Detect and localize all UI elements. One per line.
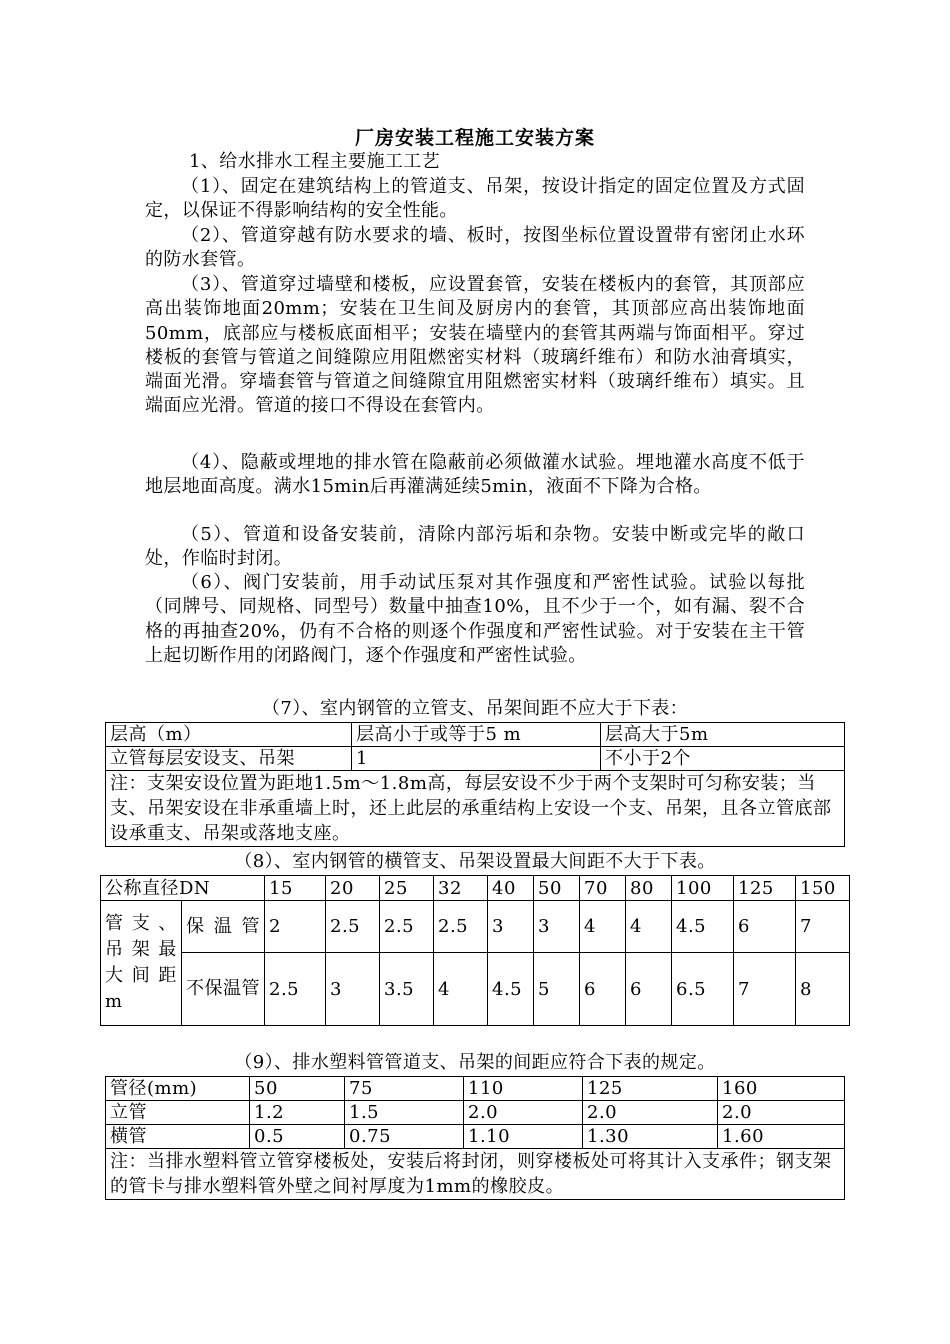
- table2-header-label: 公称直径DN: [101, 876, 265, 901]
- table3-row-label: 立管: [106, 1101, 250, 1125]
- section-heading: 1、给水排水工程主要施工工艺: [189, 151, 441, 172]
- diameter-cell: 32: [434, 876, 488, 901]
- table2-cell: 4: [434, 953, 488, 1026]
- table2-cell: 5: [534, 953, 580, 1026]
- table3-note: 注：当排水塑料管立管穿楼板处，安装后将封闭，则穿楼板处可将其计入支承件；钢支架的管卡与排水塑料管外壁之间衬厚度为1mm的橡胶皮。: [106, 1149, 845, 1200]
- table1-cell: 立管每层安设支、吊架: [106, 747, 352, 771]
- table2-cell: 4: [580, 901, 626, 953]
- table2-cell: 6: [734, 901, 796, 953]
- table2-row-label: 不保温管: [181, 953, 264, 1026]
- table2-cell: 2.5: [380, 901, 434, 953]
- table2-cell: 3: [488, 901, 534, 953]
- table3-cell: 1.60: [718, 1125, 845, 1149]
- table1-cell: 1: [352, 747, 601, 771]
- table2-caption: （8）、室内钢管的横管支、吊架设置最大间距不大于下表。: [234, 851, 716, 872]
- diameter-cell: 110: [464, 1077, 583, 1101]
- table2-row-uninsulated: [101, 953, 850, 1026]
- table2-cell: 6: [626, 953, 672, 1026]
- paragraph-5: （5）、管道和设备安装前，清除内部污垢和杂物。安装中断或完毕的敞口处，作临时封闭。: [145, 524, 805, 570]
- paragraph-3: （3）、管道穿过墙壁和楼板，应设置套管，安装在楼板内的套管，其顶部应高出装饰地面20mm；安装在卫生间及厨房内的套管，其顶部应高出装饰地面50mm，底部应与楼板底面相平；安装在墙壁内的套管其两端与饰面相平。穿过楼板的套管与管道之间缝隙应用阻燃密实材料（玻璃纤维布）和防水油膏填实，端面光滑。穿墙套管与管道之间缝隙宜用阻燃密实材料（玻璃纤维布）填实。且端面应光滑。管道的接口不得设在套管内。: [145, 274, 805, 417]
- table2-cell: 6: [580, 953, 626, 1026]
- table2-row-insulated: [101, 901, 850, 953]
- paragraph-4: （4）、隐蔽或埋地的排水管在隐蔽前必须做灌水试验。埋地灌水高度不低于地层地面高度。满水15min后再灌满延续5min，液面不下降为合格。: [145, 452, 805, 498]
- paragraph-6: （6）、阀门安装前，用手动试压泵对其作强度和严密性试验。试验以每批（同牌号、同规格、同型号）数量中抽查10%，且不少于一个，如有漏、裂不合格的再抽查20%，仍有不合格的则逐个作强度和严密性试验。对于安装在主干管上起切断作用的闭路阀门，逐个作强度和严密性试验。: [145, 572, 805, 666]
- table1-cell: 不小于2个: [601, 747, 845, 771]
- table2-cell: 7: [796, 901, 850, 953]
- diameter-cell: 25: [380, 876, 434, 901]
- table3-header-row: [106, 1077, 845, 1101]
- diameter-cell: 50: [250, 1077, 345, 1101]
- diameter-cell: 75: [345, 1077, 464, 1101]
- diameter-cell: 70: [580, 876, 626, 901]
- table2-cell: 4.5: [488, 953, 534, 1026]
- table2-cell: 2: [265, 901, 326, 953]
- table2-cell: 8: [796, 953, 850, 1026]
- diameter-cell: 125: [734, 876, 796, 901]
- horizontal-pipe-support-table: [100, 875, 850, 1026]
- diameter-cell: 15: [265, 876, 326, 901]
- table1-caption: （7）、室内钢管的立管支、吊架间距不应大于下表：: [261, 698, 689, 719]
- diameter-cell: 150: [796, 876, 850, 901]
- table2-cell: 6.5: [672, 953, 734, 1026]
- paragraph-2: （2）、管道穿越有防水要求的墙、板时，按图坐标位置设置带有密闭止水环的防水套管。: [145, 225, 805, 271]
- table3-cell: 2.0: [718, 1101, 845, 1125]
- table3-row-horizontal: [106, 1125, 845, 1149]
- diameter-cell: 40: [488, 876, 534, 901]
- table2-group-label: 管支、吊架最大间距m: [101, 901, 182, 1026]
- table3-cell: 2.0: [583, 1101, 718, 1125]
- table3-cell: 0.5: [250, 1125, 345, 1149]
- table3-header-label: 管径(mm): [106, 1077, 250, 1101]
- table3-caption: （9）、排水塑料管管道支、吊架的间距应符合下表的规定。: [234, 1052, 716, 1073]
- diameter-cell: 125: [583, 1077, 718, 1101]
- vertical-pipe-support-table: [105, 722, 845, 847]
- table2-cell: 3.5: [380, 953, 434, 1026]
- table2-cell: 2.5: [265, 953, 326, 1026]
- diameter-cell: 160: [718, 1077, 845, 1101]
- table2-cell: 2.5: [434, 901, 488, 953]
- diameter-cell: 50: [534, 876, 580, 901]
- table2-cell: 7: [734, 953, 796, 1026]
- table3-cell: 2.0: [464, 1101, 583, 1125]
- table3-row-vertical: [106, 1101, 845, 1125]
- table2-cell: 3: [534, 901, 580, 953]
- table2-row-label: 保温管: [181, 901, 264, 953]
- table1-header-cell: 层高大于5m: [601, 723, 845, 747]
- table1-header-cell: 层高（m）: [106, 723, 352, 747]
- table3-row-label: 横管: [106, 1125, 250, 1149]
- table1-note: 注：支架安设位置为距地1.5m～1.8m高，每层安设不少于两个支架时可匀称安装；当支、吊架安设在非承重墙上时，还上此层的承重结构上安设一个支、吊架，且各立管底部设承重支、吊架或落地支座。: [106, 771, 845, 847]
- diameter-cell: 100: [672, 876, 734, 901]
- table1-header-cell: 层高小于或等于5 m: [352, 723, 601, 747]
- paragraph-1: （1）、固定在建筑结构上的管道支、吊架，按设计指定的固定位置及方式固定，以保证不得影响结构的安全性能。: [145, 176, 805, 222]
- document-title: 厂房安装工程施工安装方案: [354, 127, 595, 149]
- diameter-cell: 80: [626, 876, 672, 901]
- table3-cell: 0.75: [345, 1125, 464, 1149]
- plastic-drain-pipe-support-table: [105, 1076, 845, 1200]
- table3-cell: 1.5: [345, 1101, 464, 1125]
- table2-header-row: [101, 876, 850, 901]
- table2-cell: 2.5: [326, 901, 380, 953]
- table2-cell: 4.5: [672, 901, 734, 953]
- diameter-cell: 20: [326, 876, 380, 901]
- table3-cell: 1.2: [250, 1101, 345, 1125]
- table2-cell: 4: [626, 901, 672, 953]
- table2-cell: 3: [326, 953, 380, 1026]
- table3-cell: 1.30: [583, 1125, 718, 1149]
- table3-cell: 1.10: [464, 1125, 583, 1149]
